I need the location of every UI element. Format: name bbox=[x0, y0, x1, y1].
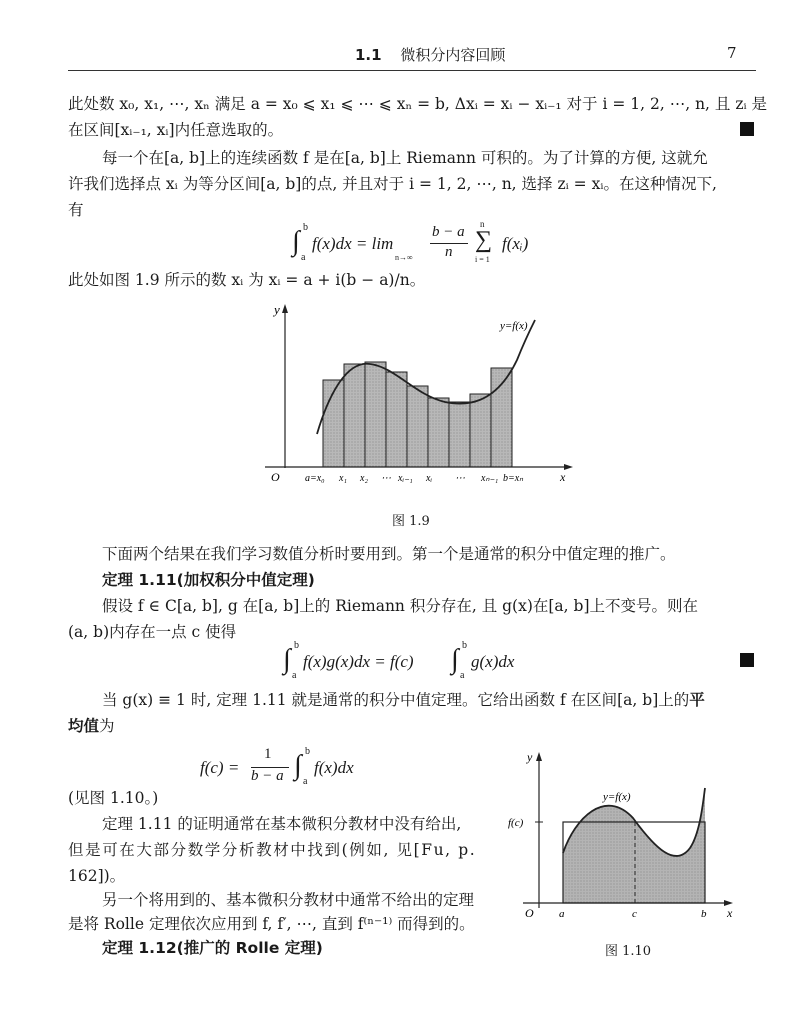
eq3-lhs: f(c) = bbox=[200, 758, 240, 777]
eq1-lhs: f(x)dx = lim bbox=[312, 234, 394, 253]
x-tick-labels bbox=[305, 473, 524, 484]
integral-lower: a bbox=[303, 776, 308, 787]
para6: (见图 1.10。) bbox=[68, 789, 159, 807]
x-tick-label: b=xₙ bbox=[503, 473, 524, 484]
sum-sign: ∑ bbox=[475, 227, 493, 253]
integral-lower: a bbox=[301, 252, 306, 263]
para2-line3: 有 bbox=[68, 201, 84, 219]
integral-upper: b bbox=[294, 640, 299, 651]
origin-label: O bbox=[271, 470, 280, 484]
integral-sign: ∫ bbox=[283, 644, 291, 675]
eq1-rhs: f(xᵢ) bbox=[502, 234, 529, 253]
mean-value-equation bbox=[200, 748, 400, 792]
eq2-lhs: f(x)g(x)dx = f(c) bbox=[303, 652, 414, 671]
riemann-rectangle bbox=[428, 398, 449, 467]
para5-line1-bold: 平 bbox=[689, 691, 705, 709]
para7-line3: 162])。 bbox=[68, 867, 126, 885]
para3: 此处如图 1.9 所示的数 xᵢ 为 xᵢ = a + i(b − a)/n。 bbox=[68, 271, 426, 289]
eq3-rhs: f(x)dx bbox=[314, 758, 354, 777]
x-tick-label: x₁ bbox=[339, 473, 347, 484]
x-tick-label: c bbox=[632, 908, 637, 920]
fc-label: f(c) bbox=[508, 817, 524, 829]
x-axis-label: x bbox=[727, 906, 733, 920]
x-tick-label: ⋯ bbox=[455, 473, 465, 484]
origin-label: O bbox=[525, 906, 534, 920]
curve-label: y=f(x) bbox=[500, 320, 528, 332]
sum-bottom: i = 1 bbox=[475, 255, 490, 264]
y-axis-label: y bbox=[274, 302, 280, 317]
x-tick-label: x₂ bbox=[360, 473, 368, 484]
page-number: 7 bbox=[727, 44, 737, 62]
eq2-rhs: g(x)dx bbox=[471, 652, 515, 671]
eq1-frac-num: b − a bbox=[432, 224, 465, 240]
para5-line2 bbox=[68, 714, 115, 738]
integral-upper: b bbox=[303, 222, 308, 233]
para4: 下面两个结果在我们学习数值分析时要用到。第一个是通常的积分中值定理的推广。 bbox=[102, 545, 676, 563]
riemann-rectangle bbox=[449, 402, 470, 467]
integral-upper: b bbox=[305, 746, 310, 757]
integral-upper-2: b bbox=[462, 640, 467, 651]
para5-line2-rest: 为 bbox=[99, 717, 115, 735]
sum-top: n bbox=[480, 219, 485, 229]
riemann-rectangle bbox=[407, 386, 428, 467]
para5-line2-bold: 均值 bbox=[68, 717, 100, 735]
riemann-rectangles bbox=[323, 362, 512, 467]
x-tick-label: a=x₀ bbox=[305, 473, 325, 484]
integral-sign-2: ∫ bbox=[451, 644, 459, 675]
weighted-mean-value-equation bbox=[283, 642, 543, 682]
para8-line2: 是将 Rolle 定理依次应用到 f, f′, ⋯, 直到 f⁽ⁿ⁻¹⁾ 而得到的。 bbox=[68, 915, 475, 933]
riemann-rectangle bbox=[470, 394, 491, 467]
figure-1-10 bbox=[505, 748, 755, 928]
para5-line1 bbox=[102, 688, 705, 712]
para2-line1: 每一个在[a, b]上的连续函数 f 是在[a, b]上 Riemann 可积的。为了计算的方便, 这就允 bbox=[102, 149, 708, 167]
x-tick-labels bbox=[559, 908, 707, 920]
integral-lower-2: a bbox=[460, 670, 465, 681]
para7-line2: 但是可在大部分数学分析教材中找到(例如, 见[Fu, p. bbox=[68, 841, 477, 859]
qed-mark bbox=[740, 122, 754, 136]
theorem-1-11-line1: 假设 f ∈ C[a, b], g 在[a, b]上的 Riemann 积分存在, 且 g(x)在[a, b]上不变号。则在 bbox=[102, 597, 698, 615]
x-tick-label: xᵢ bbox=[426, 473, 433, 484]
para8-line1: 另一个将用到的、基本微积分教材中通常不给出的定理 bbox=[102, 891, 475, 909]
eq1-lim-sub: n→∞ bbox=[395, 253, 413, 262]
area-under-curve bbox=[563, 788, 705, 903]
riemann-rectangle bbox=[386, 372, 407, 467]
eq3-frac-num: 1 bbox=[264, 746, 272, 762]
riemann-rectangle bbox=[344, 364, 365, 467]
riemann-sum-equation bbox=[292, 219, 562, 266]
x-tick-label: b bbox=[701, 908, 707, 920]
y-axis-label: y bbox=[527, 750, 533, 764]
x-axis-arrow bbox=[564, 464, 573, 470]
para5-line1-text: 当 g(x) ≡ 1 时, 定理 1.11 就是通常的积分中值定理。它给出函数 f 在区间[a, b]上的 bbox=[102, 691, 690, 709]
para1-line1: 此处数 x₀, x₁, ⋯, xₙ 满足 a = x₀ ⩽ x₁ ⩽ ⋯ ⩽ xₙ = b, Δxᵢ = xᵢ − xᵢ₋₁ 对于 i = 1, 2, ⋯, n, 且 zᵢ 是 bbox=[68, 95, 768, 113]
x-tick-label: xₙ₋₁ bbox=[481, 473, 499, 484]
curve-label: y=f(x) bbox=[603, 791, 631, 803]
x-tick-label: xᵢ₋₁ bbox=[398, 473, 413, 484]
integral-sign: ∫ bbox=[292, 226, 300, 257]
eq3-frac-den: b − a bbox=[251, 768, 284, 784]
eq1-frac-den: n bbox=[445, 244, 453, 260]
running-header bbox=[355, 44, 505, 65]
para1-line2: 在区间[xᵢ₋₁, xᵢ]内任意选取的。 bbox=[68, 121, 284, 139]
figure-1-10-caption: 图 1.10 bbox=[605, 944, 652, 959]
theorem-1-11-title: 定理 1.11(加权积分中值定理) bbox=[102, 571, 315, 589]
riemann-rectangle bbox=[365, 362, 386, 467]
y-axis-arrow bbox=[536, 752, 542, 761]
section-title: 微积分内容回顾 bbox=[400, 46, 506, 64]
x-axis-label: x bbox=[560, 470, 566, 484]
figure-1-9-caption: 图 1.9 bbox=[392, 514, 430, 529]
integral-lower: a bbox=[292, 670, 297, 681]
qed-mark bbox=[740, 653, 754, 667]
y-axis-arrow bbox=[282, 304, 288, 313]
figure-1-9 bbox=[255, 300, 575, 500]
header-rule bbox=[68, 70, 756, 71]
section-number: 1.1 bbox=[355, 46, 382, 64]
theorem-1-12-title: 定理 1.12(推广的 Rolle 定理) bbox=[102, 939, 323, 957]
para2-line2: 许我们选择点 xᵢ 为等分区间[a, b]的点, 并且对于 i = 1, 2, ⋯, n, 选择 zᵢ = xᵢ。在这种情况下, bbox=[68, 175, 717, 193]
integral-sign: ∫ bbox=[294, 750, 302, 781]
x-tick-label: a bbox=[559, 908, 565, 920]
para7-line1: 定理 1.11 的证明通常在基本微积分教材中没有给出, bbox=[102, 815, 462, 833]
x-tick-label: ⋯ bbox=[381, 473, 391, 484]
theorem-1-11-line2: (a, b)内存在一点 c 使得 bbox=[68, 623, 237, 641]
